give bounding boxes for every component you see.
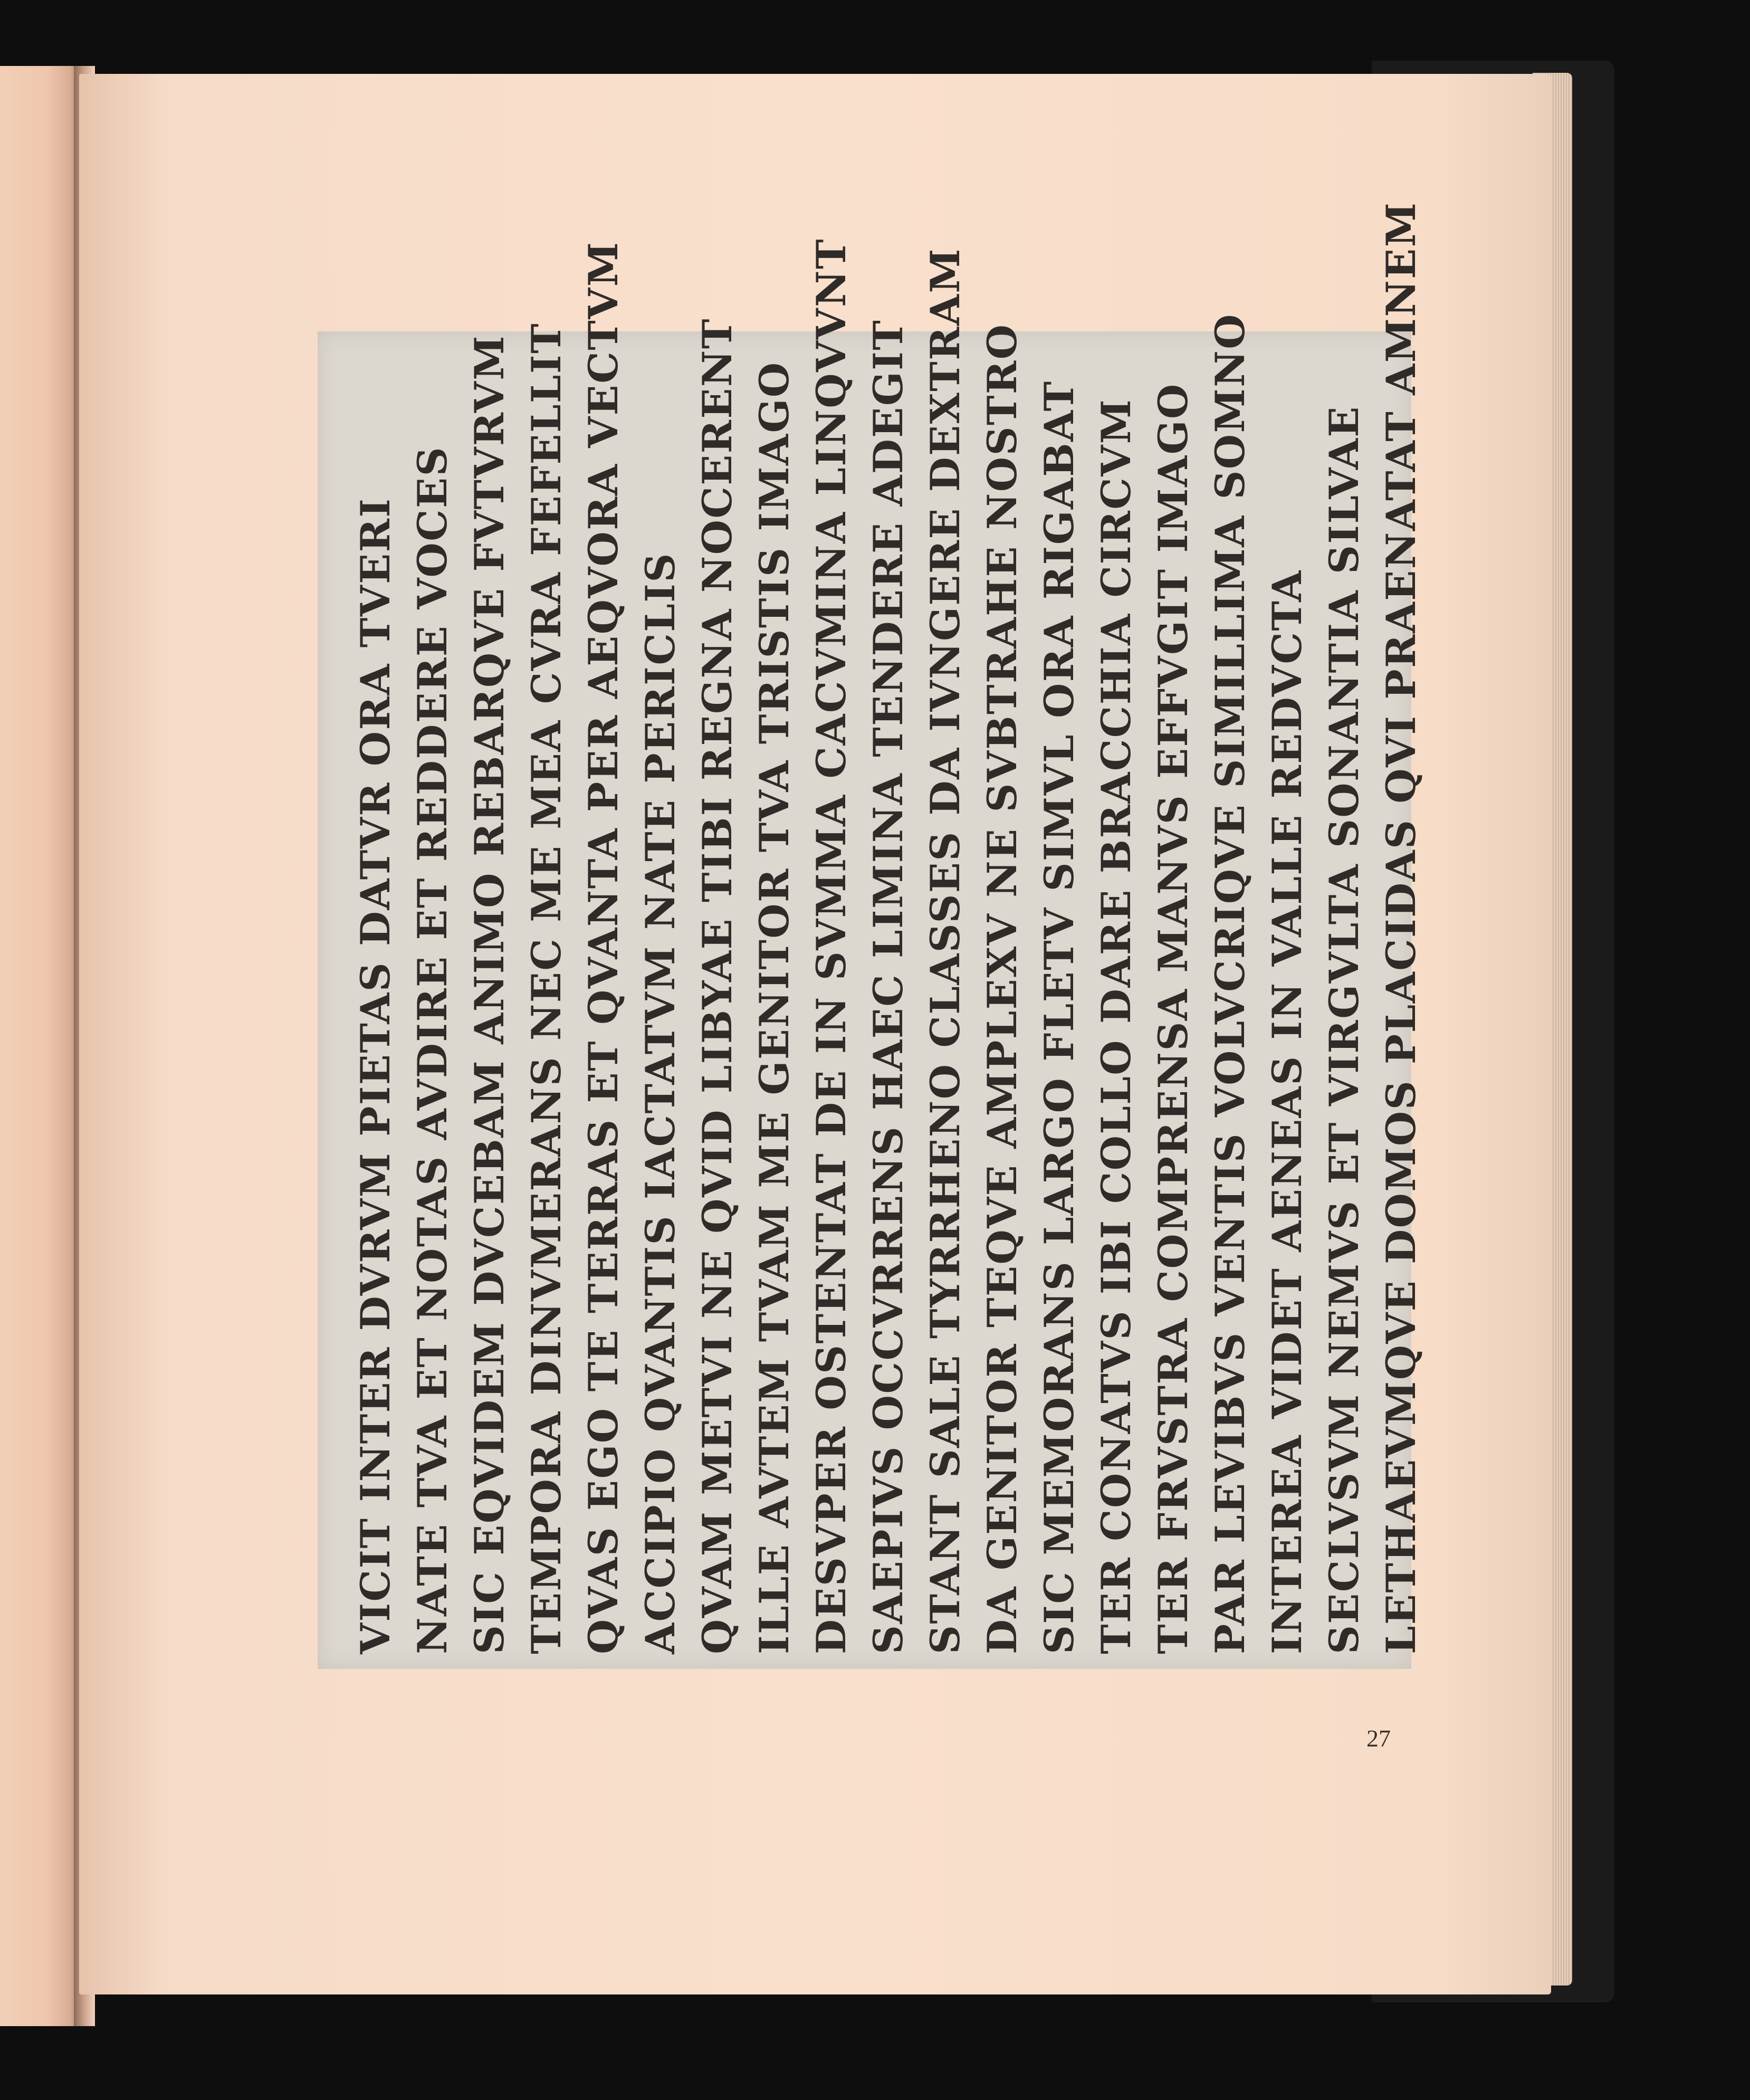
manuscript-line: NATE TVA ET NOTAS AVDIRE ET REDDERE VOCES <box>409 446 456 1654</box>
manuscript-line: TEMPORA DINVMERANS NEC ME MEA CVRA FEFELLIT <box>523 322 570 1654</box>
page-number: 27 <box>1366 1725 1391 1752</box>
manuscript-line: ILLE AVTEM TVAM ME GENITOR TVA TRISTIS IMAGO <box>751 361 798 1654</box>
manuscript-line: SECLVSVM NEMVS ET VIRGVLTA SONANTIA SILVAE <box>1321 405 1368 1654</box>
manuscript-line: LETHAEVMQVE DOMOS PLACIDAS QVI PRAENATAT AMNEM <box>1378 201 1424 1654</box>
manuscript-line: PAR LEVIBVS VENTIS VOLVCRIQVE SIMILLIMA SOMNO <box>1207 313 1254 1654</box>
right-page <box>79 74 1551 1994</box>
manuscript-line: QVAM METVI NE QVID LIBYAE TIBI REGNA NOCERENT <box>694 318 741 1654</box>
manuscript-line: VICIT INTER DVRVM PIETAS DATVR ORA TVERI <box>352 497 399 1654</box>
manuscript-line: SIC MEMORANS LARGO FLETV SIMVL ORA RIGABAT <box>1036 380 1083 1654</box>
manuscript-line: SAEPIVS OCCVRRENS HAEC LIMINA TENDERE ADEGIT <box>865 319 912 1654</box>
manuscript-text-block <box>347 201 1424 1654</box>
manuscript-line: STANT SALE TYRRHENO CLASSES DA IVNGERE DEXTRAM <box>922 247 969 1654</box>
manuscript-line: QVAS EGO TE TERRAS ET QVANTA PER AEQVORA VECTVM <box>580 241 627 1654</box>
manuscript-line: DESVPER OSTENTAT DE IN SVMMA CACVMINA LINQVVNT <box>808 237 855 1654</box>
manuscript-line: TER FRVSTRA COMPRENSA MANVS EFFVGIT IMAGO <box>1150 383 1197 1654</box>
left-page-edge <box>0 66 79 2026</box>
manuscript-line: SIC EQVIDEM DVCEBAM ANIMO REBARQVE FVTVRVM <box>466 335 513 1654</box>
manuscript-line: DA GENITOR TEQVE AMPLEXV NE SVBTRAHE NOSTRO <box>979 323 1026 1654</box>
manuscript-line: INTEREA VIDET AENEAS IN VALLE REDVCTA <box>1264 569 1311 1654</box>
manuscript-plate <box>318 201 1424 1669</box>
manuscript-line: TER CONATVS IBI COLLO DARE BRACCHIA CIRCVM <box>1093 398 1140 1654</box>
manuscript-line: ACCIPIO QVANTIS IACTATVM NATE PERICLIS <box>637 552 684 1654</box>
